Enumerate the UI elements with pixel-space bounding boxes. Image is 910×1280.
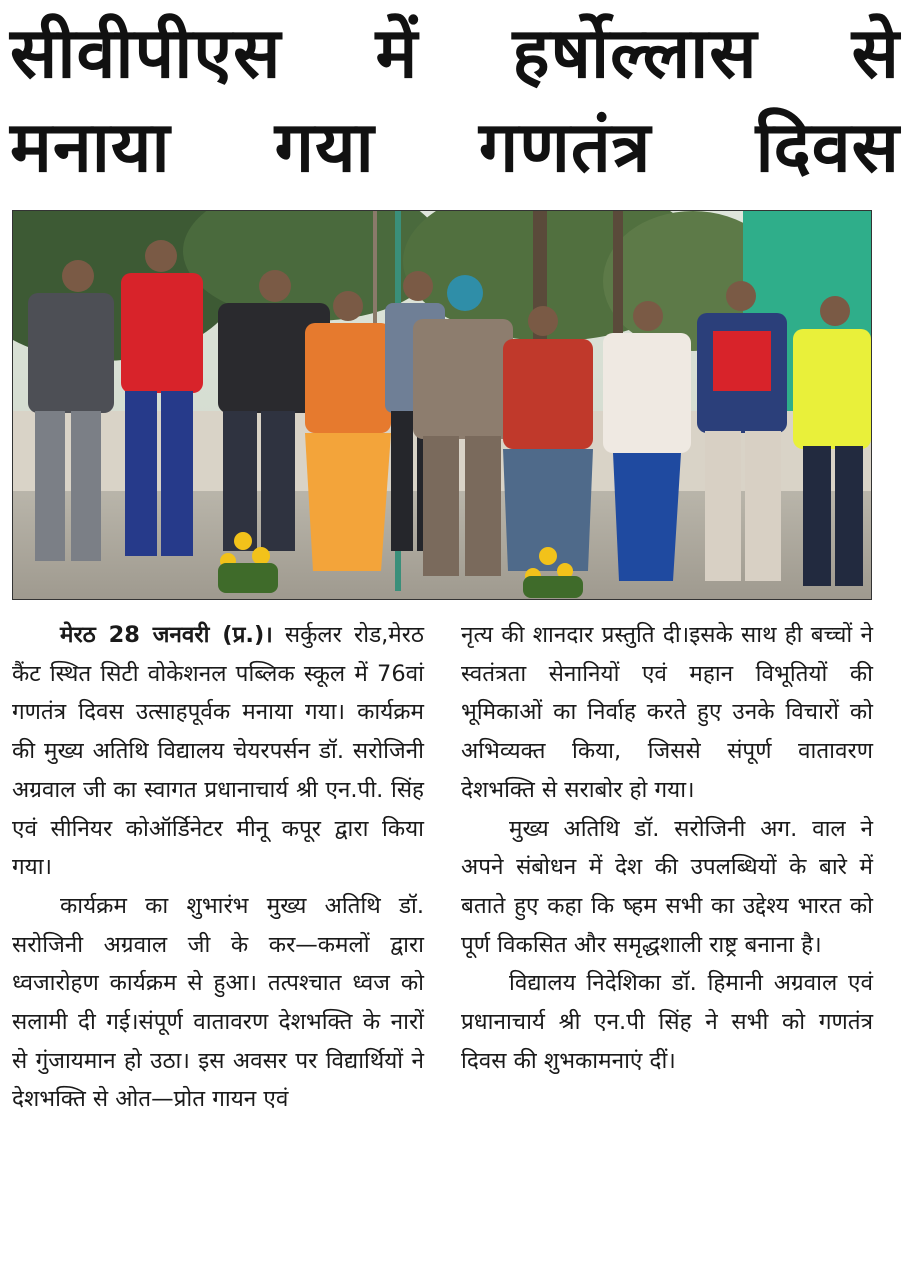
headline [10, 6, 900, 194]
article-column-right [461, 616, 873, 1080]
article-column-left [12, 616, 424, 1119]
headline-line-1: सीवीपीएस में हर्षोल्लास से [10, 12, 900, 94]
paragraph-2: कार्यक्रम का शुभारंभ मुख्य अतिथि डॉ. सरोजिनी अग्रवाल जी के कर—कमलों द्वारा ध्वजारोहण कार्यक्रम से हुआ। तत्पश्चात ध्वज को सलामी दी गई।संपूर्ण वातावरण देशभक्ति के नारों से गुंजायमान हो उठा। इस अवसर पर विद्यार्थियों ने देशभक्ति से ओत—प्रोत गायन एवं [12, 892, 424, 1113]
news-photo [12, 210, 872, 600]
paragraph-5: विद्यालय निदेशिका डॉ. हिमानी अग्रवाल एवं प्रधानाचार्य श्री एन.पी सिंह ने सभी को गणतंत्र दिवस की शुभकामनाएं दीं। [461, 970, 873, 1074]
photo-illustration [13, 211, 871, 599]
paragraph-4: मुख्य अतिथि डॉ. सरोजिनी अग. वाल ने अपने संबोधन में देश की उपलब्धियों के बारे में बताते हुए कहा कि ष्हम सभी का उद्देश्य भारत को पूर्ण विकसित और समृद्धशाली राष्ट्र बनाना है। [461, 815, 873, 958]
paragraph-1-text: सर्कुलर रोड,मेरठ कैंट स्थित सिटी वोकेशनल पब्लिक स्कूल में 76वां गणतंत्र दिवस उत्साहपूर्वक मनाया गया। कार्यक्रम की मुख्य अतिथि विद्यालय चेयरपर्सन डॉ. सरोजिनी अग्रवाल जी का स्वागत प्रधानाचार्य श्री एन.पी. सिंह एवं सीनियर कोऑर्डिनेटर मीनू कपूर द्वारा किया गया। [12, 622, 424, 881]
headline-line-2: मनाया गया गणतंत्र दिवस [10, 106, 900, 188]
dateline: मेरठ 28 जनवरी (प्र.)। [60, 622, 273, 648]
paragraph-3: नृत्य की शानदार प्रस्तुति दी।इसके साथ ही बच्चों ने स्वतंत्रता सेनानियों एवं महान विभूतियों की भूमिकाओं का निर्वाह करते हुए उनके विचारों को अभिव्यक्त किया, जिससे संपूर्ण वातावरण देशभक्ति से सराबोर हो गया। [461, 622, 873, 803]
paragraph-1 [12, 616, 424, 887]
